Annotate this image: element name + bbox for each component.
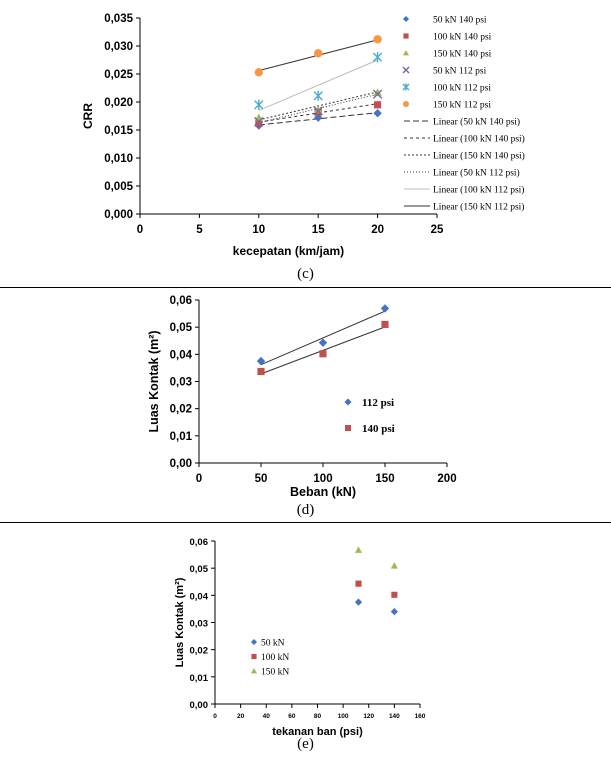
chart-d-xtick-label: 150	[375, 473, 395, 485]
chart-panel-d	[0, 288, 611, 522]
chart-c-legend-marker-3	[403, 67, 409, 73]
chart-c-point-s1-2	[374, 101, 381, 108]
chart-e-legend-marker-2	[251, 668, 257, 673]
chart-c-point-s4-1	[314, 91, 322, 101]
chart-d-point-s0-0	[257, 357, 265, 365]
chart-d-point-s1-1	[319, 350, 326, 357]
chart-d-point-s1-2	[381, 321, 388, 328]
chart-d-ytick-label: 0,01	[169, 430, 192, 443]
chart-c-legend-trend-label-5: Linear (150 kN 112 psi)	[433, 202, 525, 213]
chart-c-legend-marker-2	[403, 50, 409, 55]
chart-d-legend-marker-1	[345, 425, 351, 431]
chart-e-legend-marker-1	[251, 654, 256, 659]
chart-e-xtick-label: 40	[262, 713, 270, 720]
chart-c-xtick-label: 5	[196, 224, 203, 236]
chart-e-point-s0-1	[391, 608, 398, 615]
chart-c-legend-trend-label-3: Linear (50 kN 112 psi)	[433, 168, 520, 179]
chart-e-ytick-label: 0,04	[189, 591, 208, 603]
chart-e-legend-label-1: 100 kN	[261, 652, 290, 663]
chart-e-ytick-label: 0,06	[189, 537, 208, 548]
chart-c-legend-label-2: 150 kN 140 psi	[433, 49, 492, 60]
chart-c-legend-label-4: 100 kN 112 psi	[433, 83, 491, 94]
chart-c-xtick-label: 0	[136, 224, 144, 236]
chart-c-legend-marker-5	[403, 101, 409, 107]
chart-d-ytick-label: 0,02	[169, 403, 192, 416]
chart-e-point-s2-0	[355, 546, 362, 552]
chart-d-ytick-label: 0,06	[169, 295, 192, 307]
chart-c-legend-marker-4	[403, 83, 409, 90]
chart-e-x-axis-label: tekanan ban (psi)	[272, 726, 363, 738]
chart-c-xtick-label: 20	[371, 224, 384, 236]
chart-c-legend-trend-label-1: Linear (100 kN 140 psi)	[433, 134, 525, 145]
chart-c-svg	[0, 0, 611, 290]
chart-c-legend-trend-label-0: Linear (50 kN 140 psi)	[433, 117, 521, 128]
chart-e-ytick-label: 0,01	[189, 672, 208, 684]
chart-d-point-s0-1	[319, 338, 327, 346]
chart-c-point-s0-2	[373, 109, 381, 117]
chart-c-xtick-label: 25	[430, 224, 444, 236]
chart-e-xtick-label: 0	[213, 713, 217, 720]
chart-e-legend-label-0: 50 kN	[261, 638, 285, 649]
chart-d-ytick-label: 0,03	[169, 376, 192, 389]
chart-c-legend-marker-0	[403, 16, 409, 22]
chart-c-x-axis-label: kecepatan (km/jam)	[232, 244, 345, 258]
chart-d-legend-marker-0	[344, 398, 351, 405]
chart-c-trendline-4	[259, 60, 378, 110]
chart-panel-e	[0, 523, 611, 758]
chart-e-xtick-label: 60	[288, 713, 296, 720]
chart-c-ytick-label: 0,000	[104, 209, 133, 221]
chart-c-point-s4-2	[373, 52, 381, 62]
chart-e-xtick-label: 140	[388, 713, 400, 720]
chart-e-point-s0-0	[355, 599, 362, 606]
chart-c-legend-label-1: 100 kN 140 psi	[433, 32, 492, 43]
chart-c-y-axis-label: CRR	[81, 103, 95, 129]
chart-d-xtick-label: 50	[254, 473, 268, 485]
chart-d-ytick-label: 0,05	[169, 322, 192, 335]
chart-e-legend-marker-0	[251, 639, 257, 645]
chart-c-legend-label-3: 50 kN 112 psi	[433, 66, 487, 77]
chart-e-xtick-label: 120	[363, 713, 375, 720]
chart-c-legend-marker-1	[403, 33, 408, 38]
caption-c: (c)	[297, 266, 314, 282]
chart-c-point-s5-2	[373, 35, 381, 43]
chart-e-xtick-label: 160	[414, 713, 426, 720]
chart-e-point-s1-1	[391, 592, 397, 598]
chart-e-xtick-label: 80	[313, 713, 322, 720]
chart-c-point-s4-0	[255, 100, 263, 110]
chart-c-point-s5-1	[314, 49, 322, 57]
chart-d-point-s1-0	[257, 368, 264, 375]
chart-e-ytick-label: 0,02	[189, 645, 208, 657]
chart-panel-c	[0, 0, 611, 290]
chart-c-ytick-label: 0,030	[104, 41, 133, 53]
chart-d-xtick-label: 0	[195, 473, 203, 485]
chart-d-svg	[0, 288, 611, 522]
chart-e-legend-label-2: 150 kN	[261, 667, 290, 678]
chart-c-ytick-label: 0,025	[104, 69, 133, 81]
chart-c-ytick-label: 0,005	[104, 181, 133, 193]
chart-c-xtick-label: 15	[311, 224, 325, 236]
chart-d-xtick-label: 100	[313, 473, 333, 485]
chart-d-xtick-label: 200	[437, 473, 457, 485]
chart-d-y-axis-label: Luas Kontak (m²)	[147, 330, 161, 433]
chart-c-legend-trend-label-2: Linear (150 kN 140 psi)	[433, 151, 525, 162]
chart-e-xtick-label: 100	[337, 713, 349, 720]
chart-d-legend-label-0: 112 psi	[362, 396, 395, 409]
chart-c-point-s2-0	[255, 113, 263, 121]
chart-e-svg	[0, 523, 611, 758]
chart-c-point-s5-0	[255, 68, 263, 76]
chart-e-xtick-label: 20	[237, 713, 245, 720]
chart-c-legend-label-0: 50 kN 140 psi	[433, 15, 487, 26]
chart-d-x-axis-label: Beban (kN)	[290, 485, 356, 499]
chart-d-point-s0-2	[381, 304, 389, 312]
chart-e-ytick-label: 0,03	[189, 618, 208, 630]
chart-e-point-s2-1	[391, 562, 398, 568]
chart-e-ytick-label: 0,00	[189, 700, 208, 711]
chart-e-ytick-label: 0,05	[189, 564, 208, 576]
chart-c-ytick-label: 0,020	[104, 97, 133, 109]
chart-e-y-axis-label: Luas Kontak (m²)	[174, 577, 186, 668]
chart-d-legend-label-1: 140 psi	[362, 422, 395, 435]
chart-d-ytick-label: 0,00	[169, 458, 192, 470]
caption-e: (e)	[297, 736, 314, 752]
caption-d: (d)	[296, 502, 315, 518]
chart-c-legend-trend-label-4: Linear (100 kN 112 psi)	[433, 185, 525, 196]
chart-c-ytick-label: 0,010	[104, 153, 133, 165]
chart-c-legend-label-5: 150 kN 112 psi	[433, 100, 491, 111]
chart-d-ytick-label: 0,04	[169, 349, 192, 362]
chart-e-point-s1-0	[355, 581, 361, 587]
chart-c-ytick-label: 0,035	[104, 13, 133, 25]
chart-c-xtick-label: 10	[252, 224, 266, 236]
chart-c-ytick-label: 0,015	[104, 125, 133, 137]
